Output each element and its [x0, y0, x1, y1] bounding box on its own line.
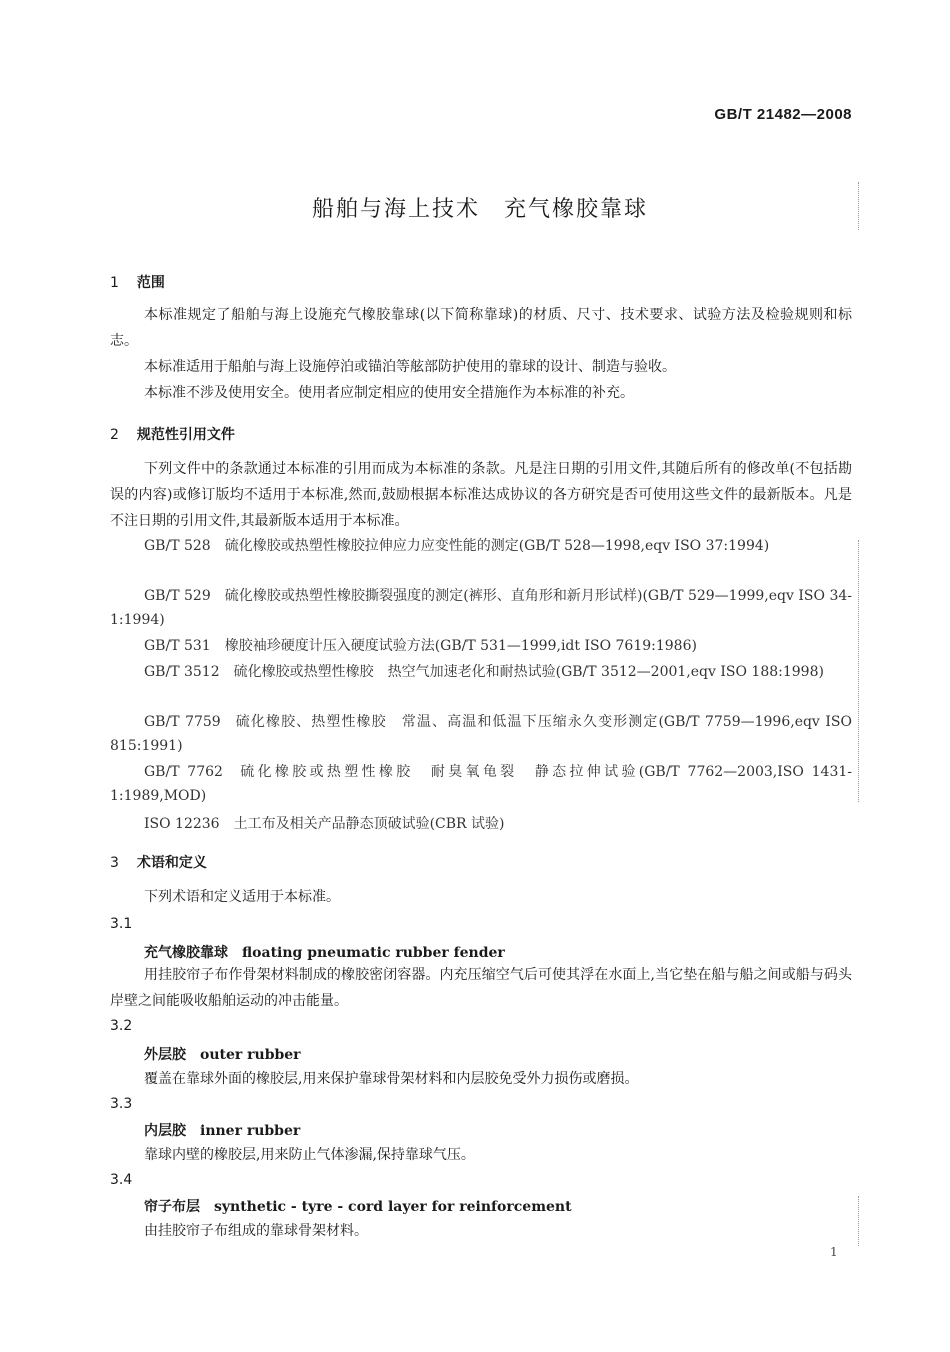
term-number: 3.1 — [110, 916, 133, 932]
reference-item: GB/T 3512 硫化橡胶或热塑性橡胶 热空气加速老化和耐热试验(GB/T 3512—2001,eqv ISO 188:1998) — [144, 664, 824, 680]
reference-item: GB/T 529 硫化橡胶或热塑性橡胶撕裂强度的测定(裤形、直角形和新月形试样)(GB/T 529—1999,eqv ISO 34-1:1994) — [110, 588, 852, 628]
page-number: 1 — [830, 1245, 838, 1259]
scan-edge-mark — [858, 182, 859, 230]
reference-item: GB/T 531 橡胶袖珍硬度计压入硬度试验方法(GB/T 531—1999,idt ISO 7619:1986) — [144, 638, 697, 654]
section-1-heading — [110, 272, 165, 292]
term-title: 外层胶 outer rubber — [144, 1047, 301, 1063]
section-number: 1 — [110, 275, 119, 291]
section-2-intro: 下列文件中的条款通过本标准的引用而成为本标准的条款。凡是注日期的引用文件,其随后所有的修改单(不包括勘误的内容)或修订版均不适用于本标准,然而,鼓励根据本标准达成协议的各方研究是否可使用这些文件的最新版本。凡是不注日期的引用文件,其最新版本适用于本标准。 — [110, 461, 852, 529]
section-number: 3 — [110, 855, 119, 871]
document-title: 船舶与海上技术 充气橡胶靠球 — [311, 197, 648, 222]
standard-code: GB/T 21482—2008 — [714, 106, 852, 123]
section-1-para-1: 本标准规定了船舶与海上设施充气橡胶靠球(以下简称靠球)的材质、尺寸、技术要求、试验方法及检验规则和标志。 — [110, 307, 852, 349]
section-number: 2 — [110, 427, 119, 443]
section-title: 术语和定义 — [136, 855, 207, 871]
term-number: 3.2 — [110, 1018, 133, 1034]
scan-edge-mark — [858, 1196, 859, 1246]
section-3-intro: 下列术语和定义适用于本标准。 — [144, 889, 340, 905]
term-title: 帘子布层 synthetic - tyre - cord layer for reinforcement — [144, 1199, 572, 1215]
term-number: 3.4 — [110, 1172, 133, 1188]
section-title: 规范性引用文件 — [136, 427, 235, 443]
term-definition: 由挂胶帘子布组成的靠球骨架材料。 — [144, 1223, 368, 1239]
reference-item: GB/T 528 硫化橡胶或热塑性橡胶拉伸应力应变性能的测定(GB/T 528—1998,eqv ISO 37:1994) — [144, 538, 770, 554]
term-definition: 覆盖在靠球外面的橡胶层,用来保护靠球骨架材料和内层胶免受外力损伤或磨损。 — [144, 1071, 639, 1087]
term-title: 内层胶 inner rubber — [144, 1123, 301, 1139]
section-2-heading — [110, 424, 235, 444]
term-definition: 用挂胶帘子布作骨架材料制成的橡胶密闭容器。内充压缩空气后可使其浮在水面上,当它垫在船与船之间或船与码头岸壁之间能吸收船舶运动的冲击能量。 — [110, 967, 852, 1009]
section-title: 范围 — [136, 275, 165, 291]
reference-item: GB/T 7759 硫化橡胶、热塑性橡胶 常温、高温和低温下压缩永久变形测定(GB/T 7759—1996,eqv ISO 815:1991) — [110, 714, 852, 754]
term-title: 充气橡胶靠球 floating pneumatic rubber fender — [144, 945, 505, 961]
reference-item: ISO 12236 土工布及相关产品静态顶破试验(CBR 试验) — [144, 816, 505, 832]
scan-edge-mark — [858, 540, 859, 802]
section-1-para-2: 本标准适用于船舶与海上设施停泊或锚泊等舷部防护使用的靠球的设计、制造与验收。 — [144, 359, 676, 375]
term-number: 3.3 — [110, 1096, 133, 1112]
section-3-heading — [110, 852, 207, 872]
section-1-para-3: 本标准不涉及使用安全。使用者应制定相应的使用安全措施作为本标准的补充。 — [144, 385, 634, 401]
term-definition: 靠球内壁的橡胶层,用来防止气体渗漏,保持靠球气压。 — [144, 1147, 475, 1163]
reference-item: GB/T 7762 硫化橡胶或热塑性橡胶 耐臭氧龟裂 静态拉伸试验(GB/T 7762—2003,ISO 1431-1:1989,MOD) — [110, 764, 852, 804]
